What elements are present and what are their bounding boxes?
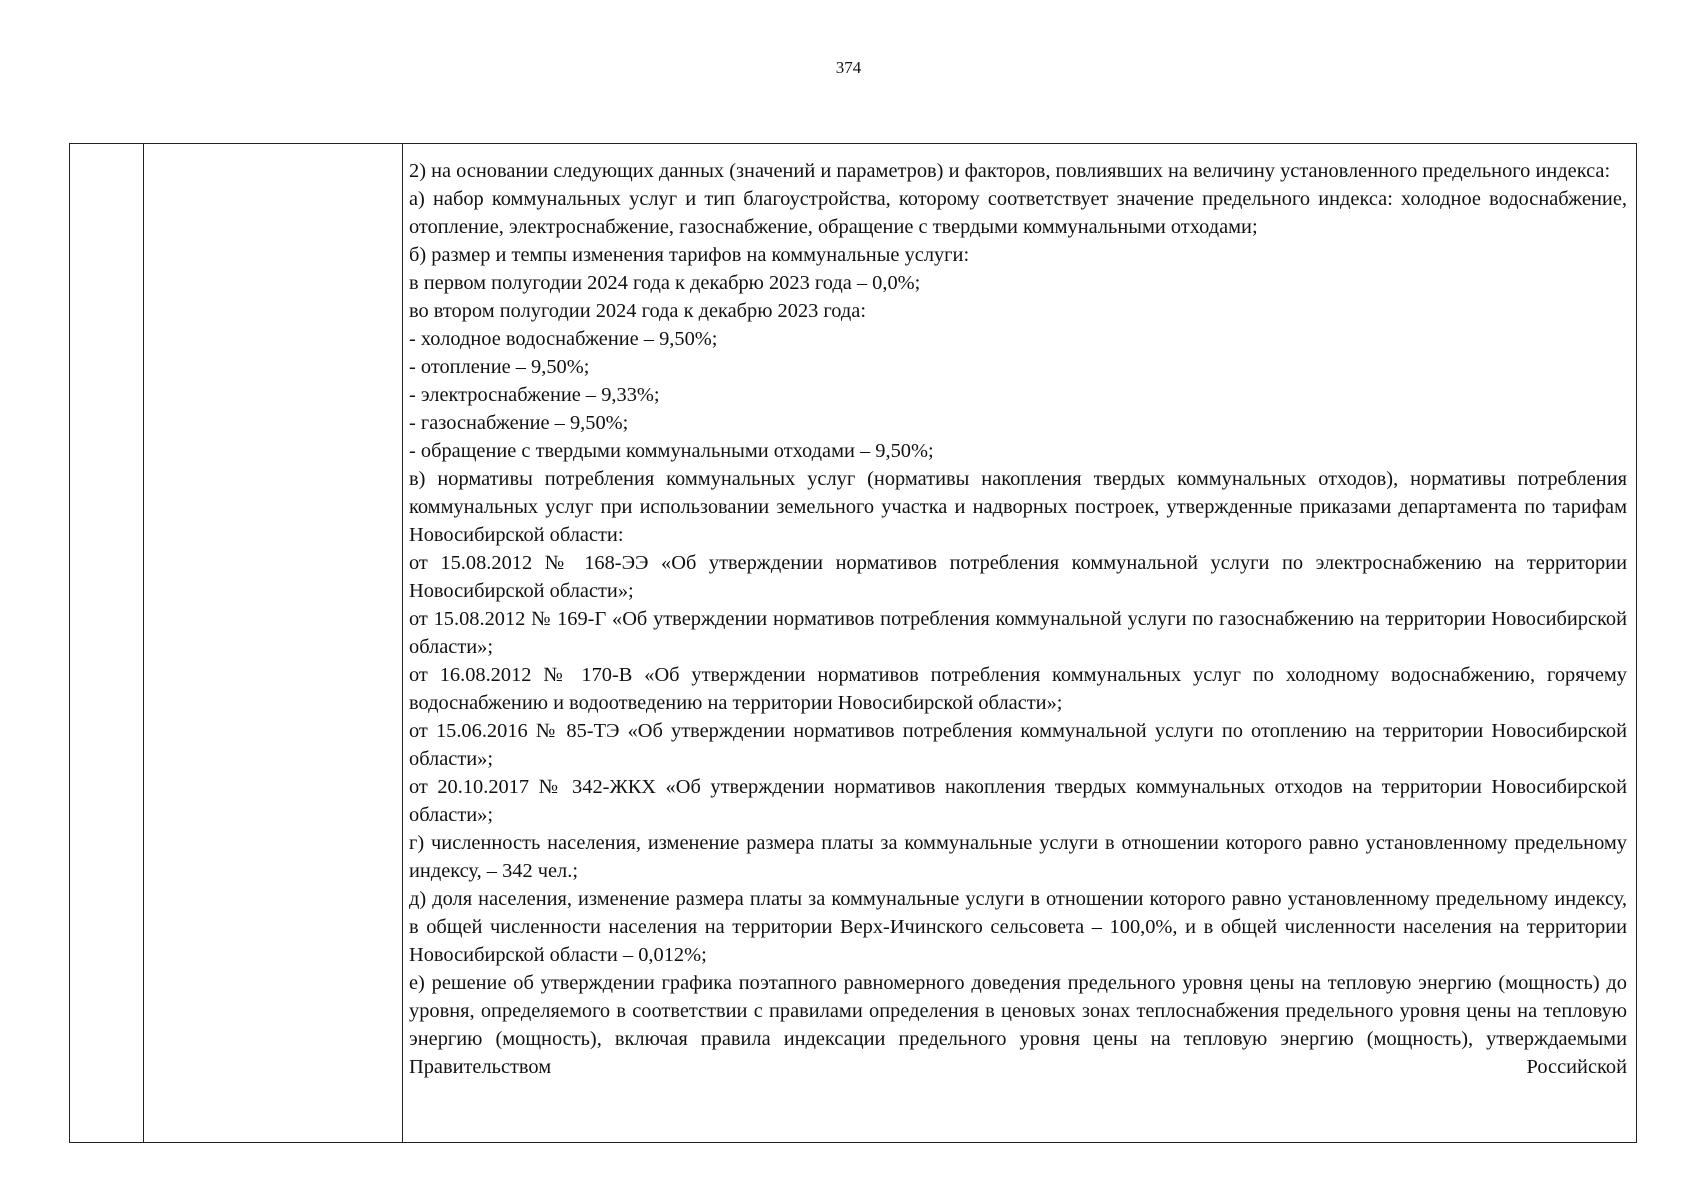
- paragraph: в) нормативы потребления коммунальных услуг (нормативы накопления твердых коммунальных отходов), нормативы потребления коммунальных услуг при использовании земельного участка и надворных построек, утвержденные приказами департамента по тарифам Новосибирской области:: [409, 468, 1627, 546]
- list-item: - газоснабжение – 9,50%;: [409, 412, 629, 434]
- list-item: - обращение с твердыми коммунальными отходами – 9,50%;: [409, 440, 934, 462]
- table-cell-content: [403, 144, 1637, 1143]
- document-table: [69, 143, 1637, 1143]
- paragraph: во втором полугодии 2024 года к декабрю 2023 года:: [409, 300, 866, 322]
- list-item: - электроснабжение – 9,33%;: [409, 384, 660, 406]
- page-number: 374: [835, 58, 862, 77]
- paragraph: от 16.08.2012 № 170-В «Об утверждении нормативов потребления коммунальных услуг по холодному водоснабжению, горячему водоснабжению и водоотведению на территории Новосибирской области»;: [409, 664, 1627, 714]
- paragraph: е) решение об утверждении графика поэтапного равномерного доведения предельного уровня цены на тепловую энергию (мощность) до уровня, определяемого в соответствии с правилами определения в ценовых зонах теплоснабжения предельного уровня цены на тепловую энергию (мощность), включая правила индексации предельного уровня цены на тепловую энергию (мощность), утверждаемыми Правительством Российской: [409, 972, 1627, 1078]
- paragraph: от 20.10.2017 № 342-ЖКХ «Об утверждении нормативов накопления твердых коммунальных отходов на территории Новосибирской области»;: [409, 776, 1627, 826]
- paragraph: а) набор коммунальных услуг и тип благоустройства, которому соответствует значение предельного индекса: холодное водоснабжение, отопление, электроснабжение, газоснабжение, обращение с твердыми коммунальными отходами;: [409, 188, 1627, 238]
- paragraph: от 15.08.2012 № 168-ЭЭ «Об утверждении нормативов потребления коммунальной услуги по электроснабжению на территории Новосибирской области»;: [409, 552, 1627, 602]
- paragraph: от 15.06.2016 № 85-ТЭ «Об утверждении нормативов потребления коммунальной услуги по отоплению на территории Новосибирской области»;: [409, 720, 1627, 770]
- table-cell-number: [70, 144, 144, 1143]
- paragraph: б) размер и темпы изменения тарифов на коммунальные услуги:: [409, 244, 970, 266]
- table-row: [70, 144, 1637, 1143]
- list-item: - холодное водоснабжение – 9,50%;: [409, 328, 718, 350]
- paragraph: 2) на основании следующих данных (значений и параметров) и факторов, повлиявших на величину установленного предельного индекса:: [409, 160, 1611, 182]
- paragraph: от 15.08.2012 № 169-Г «Об утверждении нормативов потребления коммунальной услуги по газоснабжению на территории Новосибирской области»;: [409, 608, 1627, 658]
- list-item: - отопление – 9,50%;: [409, 356, 590, 378]
- paragraph: г) численность населения, изменение размера платы за коммунальные услуги в отношении которого равно установленному предельному индексу, – 342 чел.;: [409, 832, 1627, 882]
- paragraph: д) доля населения, изменение размера платы за коммунальные услуги в отношении которого равно установленному предельному индексу, в общей численности населения на территории Верх-Ичинского сельсовета – 100,0%, и в общей численности населения на территории Новосибирской области – 0,012%;: [409, 888, 1627, 966]
- table-cell-title: [144, 144, 403, 1143]
- paragraph: в первом полугодии 2024 года к декабрю 2023 года – 0,0%;: [409, 272, 921, 294]
